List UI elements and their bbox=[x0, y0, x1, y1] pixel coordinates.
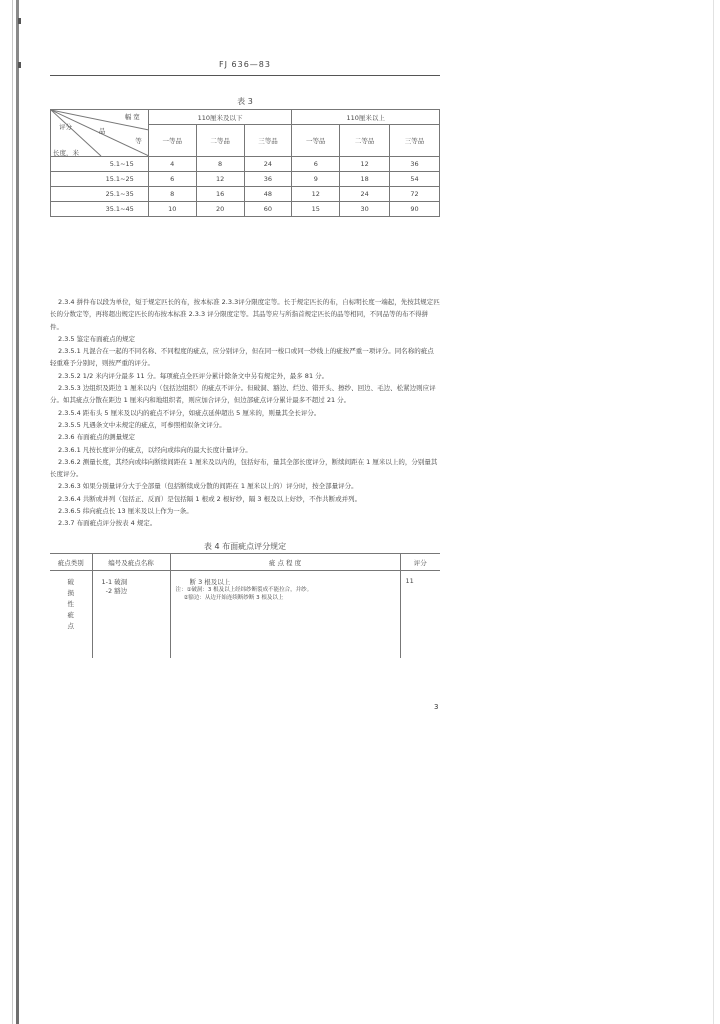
paragraph-2-3-5-4: 2.3.5.4 距布头 5 厘米及以内的疵点不评分，如疵点延伸超出 5 厘米的，则量其全长评分。 bbox=[58, 408, 321, 417]
defect-name: -2 豁边 bbox=[101, 587, 128, 595]
corner-length-label: 长度，米 bbox=[53, 149, 79, 157]
paragraph-2-3-5-3: 2.3.5.3 边组织及距边 1 厘米以内（包括边组织）的疵点不评分。但破洞、豁边、烂边、错开头、擦纱、回边、毛边、松紧边则应评分。如其疵点分散在距边 1 厘米内和地组织者，则应加合评分，但边部疵点评分累计最多不超过 21 分。 bbox=[50, 384, 436, 405]
table-cell: 16 bbox=[196, 187, 244, 202]
paragraph-2-3-5-5: 2.3.5.5 凡遇条文中未规定的疵点，可参照相似条文评分。 bbox=[58, 420, 226, 429]
table-4-header: 疵 点 程 度 bbox=[170, 554, 400, 571]
grade-header: 一等品 bbox=[292, 125, 340, 157]
table-cell: 90 bbox=[390, 202, 440, 217]
punch-mark bbox=[18, 18, 21, 24]
table-cell: 30 bbox=[340, 202, 390, 217]
length-range: 5.1~15 bbox=[51, 157, 149, 172]
table-cell: 8 bbox=[196, 157, 244, 172]
punch-mark bbox=[18, 62, 21, 68]
table-cell: 24 bbox=[340, 187, 390, 202]
grade-header: 一等品 bbox=[148, 125, 196, 157]
table-row bbox=[50, 571, 440, 659]
grade-header: 二等品 bbox=[196, 125, 244, 157]
page-edge bbox=[713, 0, 714, 1024]
table-cell: 36 bbox=[390, 157, 440, 172]
table-cell: 6 bbox=[292, 157, 340, 172]
paragraph-2-3-7: 2.3.7 布面疵点评分按表 4 规定。 bbox=[58, 519, 157, 528]
defect-category: 破损性疵点 bbox=[67, 578, 74, 630]
heading-2-3-6: 2.3.6 布面疵点的测量规定 bbox=[58, 433, 136, 442]
grade-header: 二等品 bbox=[340, 125, 390, 157]
table-4-caption: 表 4 布面疵点评分规定 bbox=[203, 542, 287, 551]
defect-degree: 断 3 根及以上 bbox=[189, 578, 231, 586]
group-header: 110厘米及以下 bbox=[148, 110, 292, 125]
table-cell: 24 bbox=[244, 157, 292, 172]
paragraph-2-3-6-5: 2.3.6.5 纬向疵点长 13 厘米及以上作为一条。 bbox=[58, 507, 193, 516]
defect-note: 注：①破洞：3 根及以上经纬纱断裂成不能拉合，并纱。 bbox=[175, 587, 313, 593]
defect-names-cell bbox=[92, 571, 170, 659]
table-cell: 9 bbox=[292, 172, 340, 187]
binding-edge bbox=[16, 0, 19, 1024]
paragraph-2-3-6-2: 2.3.6.2 测量长度，其经向或纬向断续间距在 1 厘米及以内的，包括好布，量其全部长度评分，断续间距在 1 厘米以上的，分别量其长度评分。 bbox=[50, 457, 438, 479]
table-row bbox=[51, 157, 440, 172]
grade-header: 三等品 bbox=[390, 125, 440, 157]
corner-width-label: 幅 宽 bbox=[124, 113, 140, 121]
table-cell: 36 bbox=[244, 172, 292, 187]
defect-name: 1-1 破洞 bbox=[101, 578, 128, 586]
paragraph-2-3-6-3: 2.3.6.3 如果分别量评分大于全部量（包括断续成分散的间距在 1 厘米以上的）评分时，按全部量评分。 bbox=[58, 482, 358, 491]
page-number: 3 bbox=[434, 703, 439, 711]
table-row bbox=[51, 202, 440, 217]
corner-grade-label: 品 bbox=[99, 127, 106, 135]
document-page bbox=[50, 60, 440, 711]
length-range: 35.1~45 bbox=[51, 202, 149, 217]
table-3 bbox=[50, 109, 440, 217]
table-3-caption: 表 3 bbox=[237, 97, 253, 106]
table-cell: 6 bbox=[148, 172, 196, 187]
table-cell: 12 bbox=[196, 172, 244, 187]
table-4-header: 编号及疵点名称 bbox=[92, 554, 170, 571]
table-cell: 18 bbox=[340, 172, 390, 187]
defect-note: ②豁边：从边开始连续断纱断 3 根及以上 bbox=[183, 595, 284, 601]
body-text bbox=[50, 296, 440, 530]
grade-header: 三等品 bbox=[244, 125, 292, 157]
length-range: 15.1~25 bbox=[51, 172, 149, 187]
defect-degree-cell bbox=[170, 571, 400, 659]
table-cell: 10 bbox=[148, 202, 196, 217]
table-4-header: 疵点类别 bbox=[50, 554, 92, 571]
paragraph-2-3-6-4: 2.3.6.4 共断或并列（包括正、反面）是包括隔 1 根或 2 根好纱，隔 3 根及以上好纱，不作共断或并列。 bbox=[58, 494, 362, 503]
table-cell: 72 bbox=[390, 187, 440, 202]
corner-grade-label-2: 等 bbox=[135, 137, 142, 145]
table-cell: 60 bbox=[244, 202, 292, 217]
table-cell: 20 bbox=[196, 202, 244, 217]
paragraph-2-3-4: 2.3.4 拼件布以段为单位，短于规定匹长的布，按本标准 2.3.3评分限度定等。长于规定匹长的布，自标明长度一端起，先按其规定匹长的分数定等，再将超出规定匹长的布按本标准 2.3.3 评分限度定等。其品等应与所指首规定匹长的品等相同，不同品等的布不得拼件。 bbox=[50, 298, 440, 331]
length-range: 25.1~35 bbox=[51, 187, 149, 202]
table-cell: 4 bbox=[148, 157, 196, 172]
heading-2-3-5: 2.3.5 鉴定布面疵点的规定 bbox=[58, 334, 136, 343]
standard-code: FJ 636—83 bbox=[219, 60, 271, 69]
table-cell: 48 bbox=[244, 187, 292, 202]
defect-category-cell bbox=[50, 571, 92, 659]
table-row bbox=[51, 187, 440, 202]
table-4-header: 评分 bbox=[400, 554, 440, 571]
table-cell: 12 bbox=[340, 157, 390, 172]
score-cell bbox=[400, 571, 440, 659]
binding-shadow bbox=[12, 0, 13, 1024]
paragraph-2-3-5-1: 2.3.5.1 凡混合在一起的不同名称、不同程度的疵点，应分别评分，但在同一梭口或同一纱线上的疵按严重一项评分。同名称的疵点轻重难予分别时，则按严重的评分。 bbox=[50, 347, 434, 368]
paragraph-2-3-6-1: 2.3.6.1 凡按长度评分的疵点，以经向或纬向的最大长度计量评分。 bbox=[58, 445, 252, 454]
corner-score-label: 评分 bbox=[59, 123, 72, 131]
table-cell: 15 bbox=[292, 202, 340, 217]
table-row bbox=[51, 172, 440, 187]
table-cell: 12 bbox=[292, 187, 340, 202]
table-cell: 54 bbox=[390, 172, 440, 187]
group-header: 110厘米以上 bbox=[292, 110, 440, 125]
table-3-corner-cell bbox=[51, 110, 149, 157]
paragraph-2-3-5-2: 2.3.5.2 1/2 米内评分最多 11 分。每项疵点全匹评分累计除条文中另有规定外，最多 81 分。 bbox=[58, 371, 329, 380]
defect-score: 11 bbox=[405, 577, 414, 585]
header-rule bbox=[50, 75, 440, 76]
table-4 bbox=[50, 553, 440, 658]
table-cell: 8 bbox=[148, 187, 196, 202]
